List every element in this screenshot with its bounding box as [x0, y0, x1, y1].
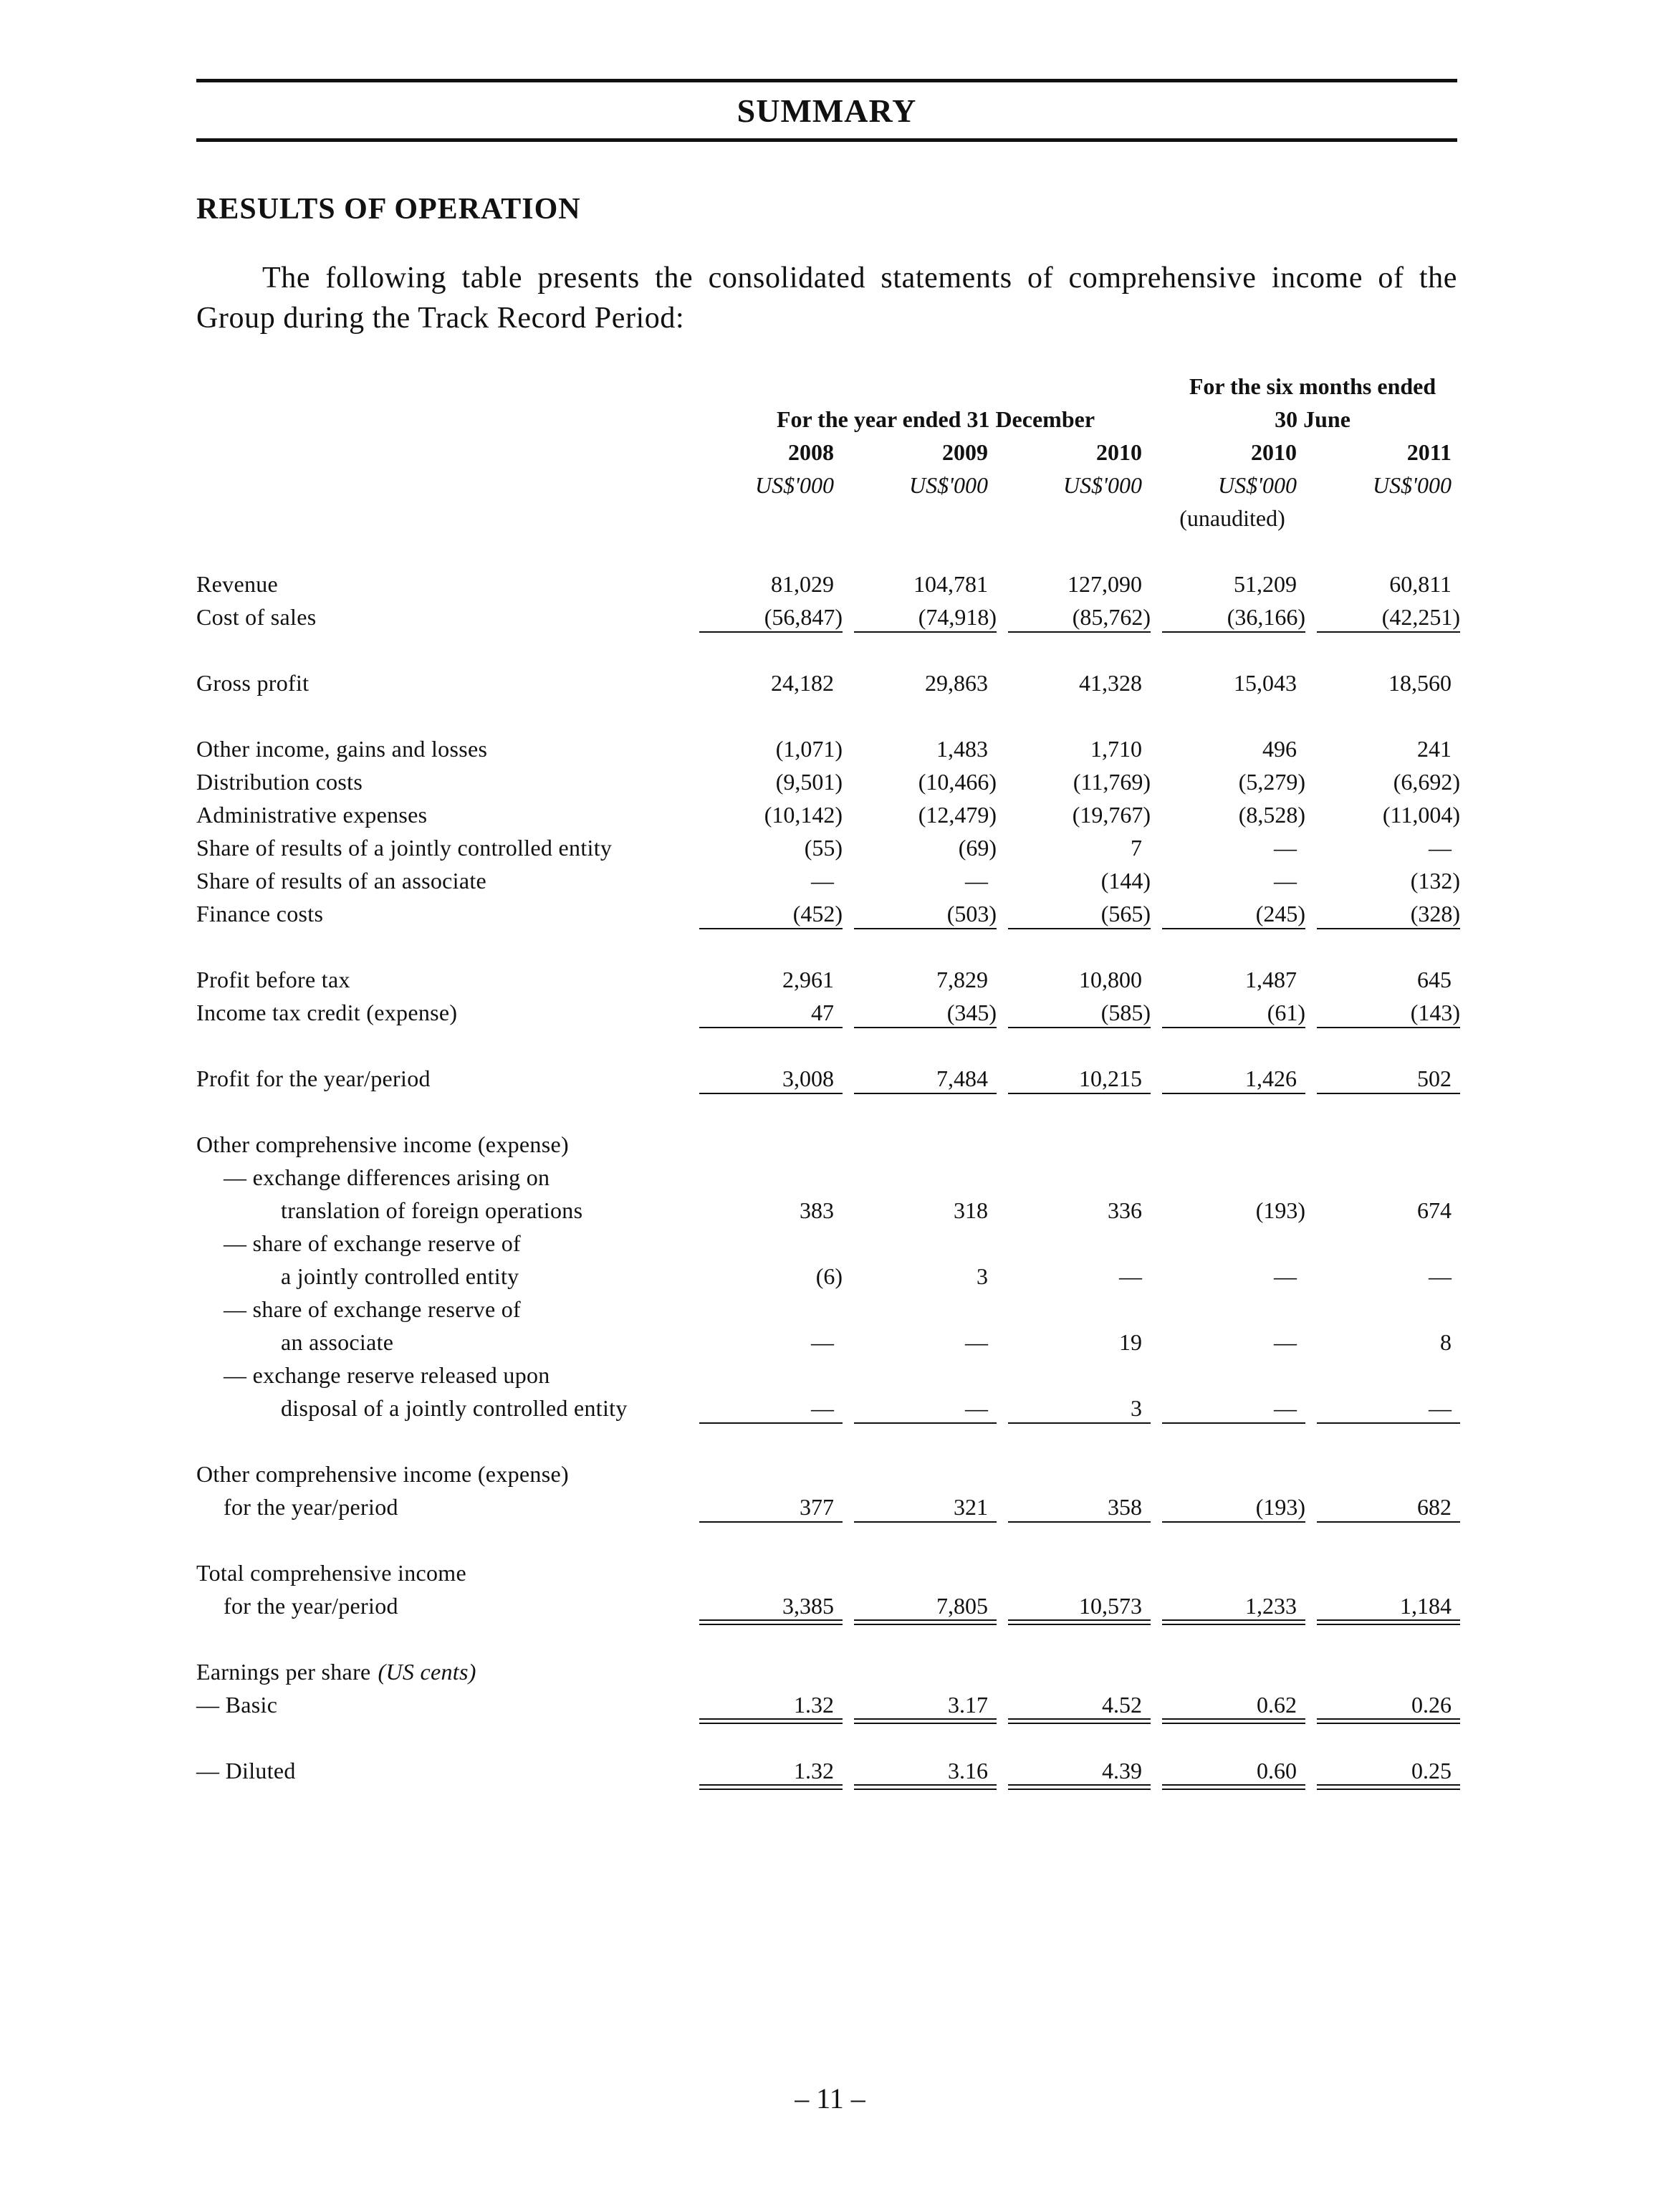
row-label-text: Distribution costs — [196, 769, 363, 795]
table-cell: 496 — [1262, 736, 1297, 762]
table-cell: 383 — [800, 1197, 834, 1223]
cell-double-underline — [1317, 1718, 1460, 1724]
table-cell: — — [1274, 1263, 1297, 1289]
column-unit-header: US$'000 — [755, 472, 834, 498]
row-label-text: an associate — [281, 1329, 394, 1355]
table-cell: (245) — [1255, 901, 1305, 927]
table-cell: 41,328 — [1079, 670, 1142, 696]
row-label-text: — Diluted — [196, 1758, 296, 1784]
row-label-text: Total comprehensive income — [196, 1560, 466, 1586]
table-cell: (328) — [1410, 901, 1460, 927]
cell-double-underline — [1008, 1619, 1151, 1625]
row-label-text: Other income, gains and losses — [196, 736, 488, 762]
cell-underline — [699, 1521, 843, 1523]
cell-double-underline — [699, 1619, 843, 1625]
table-cell: — — [1429, 835, 1452, 861]
cell-underline — [1317, 1027, 1460, 1028]
table-cell: 10,800 — [1079, 967, 1142, 992]
cell-underline — [1162, 1027, 1305, 1028]
table-cell: 336 — [1108, 1197, 1142, 1223]
table-cell: 0.60 — [1257, 1758, 1297, 1784]
row-label-text: Other comprehensive income (expense) — [196, 1131, 569, 1157]
table-cell: — — [1274, 835, 1297, 861]
row-label-text: Administrative expenses — [196, 802, 428, 828]
table-cell: — — [965, 1395, 988, 1421]
table-cell: (585) — [1100, 1000, 1151, 1025]
table-cell: (12,479) — [918, 802, 997, 828]
row-label — [196, 996, 457, 1029]
row-label-text: — share of exchange reserve of — [224, 1230, 522, 1256]
row-label-text: — exchange differences arising on — [224, 1164, 550, 1190]
cell-underline — [854, 1027, 997, 1028]
cell-double-underline — [1008, 1784, 1151, 1790]
row-label — [196, 568, 278, 600]
row-label — [224, 1359, 550, 1392]
row-label-text: Revenue — [196, 571, 279, 597]
table-cell: (56,847) — [764, 604, 843, 630]
table-cell: 7 — [1131, 835, 1142, 861]
cell-underline — [1008, 928, 1151, 929]
table-cell: 321 — [954, 1494, 988, 1520]
table-cell: 241 — [1417, 736, 1452, 762]
column-unit-header: US$'000 — [909, 472, 988, 498]
page-number: – 11 – — [795, 2082, 865, 2115]
table-cell: 3.17 — [948, 1692, 988, 1718]
table-cell: — — [1119, 1263, 1142, 1289]
table-cell: (565) — [1100, 901, 1151, 927]
table-cell: 51,209 — [1234, 571, 1297, 597]
cell-double-underline — [699, 1784, 843, 1790]
table-cell: 318 — [954, 1197, 988, 1223]
intro-paragraph: The following table presents the consolidated statements of comprehensive income of the Group during the Track Record Period: — [196, 262, 1457, 335]
table-cell: 1,487 — [1245, 967, 1297, 992]
table-cell: 24,182 — [771, 670, 834, 696]
table-cell: 127,090 — [1068, 571, 1142, 597]
cell-underline — [1162, 1093, 1305, 1094]
cell-underline — [854, 1093, 997, 1094]
row-label — [196, 831, 612, 864]
table-cell: (11,769) — [1073, 769, 1151, 795]
table-cell: 8 — [1440, 1329, 1452, 1355]
table-cell: (61) — [1267, 1000, 1305, 1025]
cell-double-underline — [854, 1619, 997, 1625]
row-label — [196, 864, 486, 897]
cell-underline — [1008, 1521, 1151, 1523]
row-label-text: Earnings per share — [196, 1659, 371, 1685]
cell-underline — [699, 1027, 843, 1028]
row-label — [196, 897, 323, 930]
table-cell: 7,484 — [936, 1066, 988, 1091]
table-cell: 10,573 — [1079, 1593, 1142, 1619]
table-cell: (42,251) — [1381, 604, 1460, 630]
cell-underline — [1317, 1521, 1460, 1523]
row-label-text: translation of foreign operations — [281, 1197, 583, 1223]
cell-underline — [1162, 928, 1305, 929]
table-cell: 1,184 — [1400, 1593, 1452, 1619]
table-cell: 1,233 — [1245, 1593, 1297, 1619]
cell-underline — [1008, 631, 1151, 633]
row-label-text: Income tax credit (expense) — [196, 1000, 458, 1025]
unaudited-note: (unaudited) — [1179, 505, 1285, 531]
column-unit-header: US$'000 — [1373, 472, 1452, 498]
column-unit-header: US$'000 — [1218, 472, 1297, 498]
row-label — [196, 1128, 569, 1161]
table-cell: (6) — [815, 1263, 843, 1289]
row-label — [281, 1260, 519, 1293]
cell-double-underline — [1162, 1718, 1305, 1724]
column-year-header: 2008 — [788, 439, 834, 465]
cell-underline — [699, 1093, 843, 1094]
row-label — [196, 963, 350, 996]
row-label-unit: (US cents) — [378, 1659, 476, 1685]
cell-double-underline — [1317, 1784, 1460, 1790]
cell-underline — [854, 1422, 997, 1424]
table-cell: 3.16 — [948, 1758, 988, 1784]
row-label — [196, 600, 316, 633]
row-label-text: Other comprehensive income (expense) — [196, 1461, 569, 1487]
table-cell: 377 — [800, 1494, 834, 1520]
table-cell: 3 — [1131, 1395, 1142, 1421]
page-header-title: SUMMARY — [737, 92, 917, 129]
column-year-header: 2010 — [1251, 439, 1297, 465]
cell-underline — [1317, 1093, 1460, 1094]
group-header-six-months-line1: For the six months ended — [1189, 373, 1436, 399]
row-label — [196, 1688, 277, 1721]
table-cell: 18,560 — [1388, 670, 1452, 696]
row-label-text: a jointly controlled entity — [281, 1263, 519, 1289]
table-cell: (193) — [1255, 1197, 1305, 1223]
row-label-text: — share of exchange reserve of — [224, 1296, 522, 1322]
table-cell: (10,466) — [918, 769, 997, 795]
table-cell: 7,805 — [936, 1593, 988, 1619]
table-cell: 1,483 — [936, 736, 988, 762]
table-cell: — — [811, 1329, 834, 1355]
table-cell: — — [1429, 1263, 1452, 1289]
cell-double-underline — [1317, 1619, 1460, 1625]
table-cell: (55) — [804, 835, 843, 861]
header-rule-bottom — [196, 138, 1457, 142]
table-cell: 645 — [1417, 967, 1452, 992]
table-cell: (8,528) — [1238, 802, 1305, 828]
cell-double-underline — [854, 1784, 997, 1790]
table-cell: 1,710 — [1090, 736, 1142, 762]
table-cell: (5,279) — [1238, 769, 1305, 795]
cell-double-underline — [699, 1718, 843, 1724]
cell-double-underline — [1008, 1718, 1151, 1724]
row-label — [281, 1392, 628, 1425]
cell-double-underline — [1162, 1784, 1305, 1790]
table-cell: (69) — [958, 835, 997, 861]
row-label-text: Share of results of an associate — [196, 868, 487, 894]
table-cell: (345) — [946, 1000, 997, 1025]
table-cell: — — [1274, 1395, 1297, 1421]
row-label — [224, 1589, 398, 1622]
table-cell: 15,043 — [1234, 670, 1297, 696]
row-label — [196, 1556, 466, 1589]
row-label — [196, 666, 309, 699]
table-cell: (1,071) — [775, 736, 843, 762]
row-label-text: Cost of sales — [196, 604, 317, 630]
cell-underline — [1317, 928, 1460, 929]
cell-underline — [854, 928, 997, 929]
section-heading: RESULTS OF OPERATION — [196, 193, 581, 226]
table-cell: 674 — [1417, 1197, 1452, 1223]
cell-double-underline — [1162, 1619, 1305, 1625]
cell-underline — [1162, 1521, 1305, 1523]
cell-underline — [854, 1521, 997, 1523]
table-cell: (10,142) — [764, 802, 843, 828]
row-label-text: for the year/period — [224, 1494, 398, 1520]
cell-underline — [1008, 1093, 1151, 1094]
cell-underline — [1008, 1027, 1151, 1028]
table-cell: — — [1429, 1395, 1452, 1421]
cell-underline — [1317, 1422, 1460, 1424]
table-cell: 19 — [1119, 1329, 1142, 1355]
row-label — [196, 1754, 296, 1787]
table-cell: (144) — [1100, 868, 1151, 894]
cell-underline — [854, 631, 997, 633]
table-cell: 3 — [977, 1263, 988, 1289]
cell-underline — [699, 928, 843, 929]
table-cell: 10,215 — [1079, 1066, 1142, 1091]
column-year-header: 2011 — [1406, 439, 1452, 465]
cell-underline — [1317, 631, 1460, 633]
table-cell: 60,811 — [1389, 571, 1452, 597]
row-label — [224, 1227, 521, 1260]
table-cell: (143) — [1410, 1000, 1460, 1025]
cell-underline — [699, 631, 843, 633]
table-cell: — — [965, 1329, 988, 1355]
row-label-text: for the year/period — [224, 1593, 398, 1619]
table-cell: 81,029 — [771, 571, 834, 597]
table-cell: (74,918) — [918, 604, 997, 630]
table-cell: 0.26 — [1411, 1692, 1452, 1718]
row-label-text: Share of results of a jointly controlled entity — [196, 835, 613, 861]
table-cell: (85,762) — [1072, 604, 1151, 630]
table-cell: 47 — [811, 1000, 834, 1025]
group-header-six-months-line2: 30 June — [1275, 406, 1350, 432]
table-cell: 3,008 — [782, 1066, 834, 1091]
table-cell: (19,767) — [1072, 802, 1151, 828]
column-year-header: 2009 — [942, 439, 988, 465]
table-cell: (11,004) — [1382, 802, 1460, 828]
cell-underline — [1162, 631, 1305, 633]
row-label — [281, 1326, 393, 1359]
table-cell: 7,829 — [936, 967, 988, 992]
group-header-year-ended: For the year ended 31 December — [776, 406, 1095, 432]
row-label — [281, 1194, 582, 1227]
column-unit-header: US$'000 — [1063, 472, 1142, 498]
table-cell: (452) — [792, 901, 843, 927]
table-cell: 29,863 — [925, 670, 988, 696]
table-cell: (503) — [946, 901, 997, 927]
table-cell: 358 — [1108, 1494, 1142, 1520]
row-label-text: — exchange reserve released upon — [224, 1362, 550, 1388]
table-cell: 502 — [1417, 1066, 1452, 1091]
table-cell: (132) — [1410, 868, 1460, 894]
row-label — [196, 798, 427, 831]
row-label — [196, 1062, 431, 1095]
table-cell: 682 — [1417, 1494, 1452, 1520]
cell-underline — [1162, 1422, 1305, 1424]
row-label — [196, 732, 487, 765]
header-rule-top — [196, 79, 1457, 82]
row-label-text: — Basic — [196, 1692, 278, 1718]
table-cell: — — [811, 868, 834, 894]
table-cell: (9,501) — [775, 769, 843, 795]
row-label — [224, 1293, 521, 1326]
row-label-text: Profit for the year/period — [196, 1066, 431, 1091]
row-label-text: Gross profit — [196, 670, 310, 696]
table-cell: (6,692) — [1393, 769, 1460, 795]
table-cell: 1,426 — [1245, 1066, 1297, 1091]
table-cell: (193) — [1255, 1494, 1305, 1520]
row-label — [196, 765, 363, 798]
table-cell: 0.25 — [1411, 1758, 1452, 1784]
table-cell: — — [811, 1395, 834, 1421]
table-cell: 1.32 — [794, 1758, 834, 1784]
table-cell: 2,961 — [782, 967, 834, 992]
table-cell: 1.32 — [794, 1692, 834, 1718]
cell-underline — [1008, 1422, 1151, 1424]
row-label — [196, 1655, 476, 1688]
table-cell: (36,166) — [1227, 604, 1305, 630]
table-cell: — — [1274, 868, 1297, 894]
cell-underline — [699, 1422, 843, 1424]
table-cell: 0.62 — [1257, 1692, 1297, 1718]
row-label — [224, 1490, 398, 1523]
row-label-text: disposal of a jointly controlled entity — [281, 1395, 628, 1421]
row-label — [224, 1161, 550, 1194]
table-cell: 4.52 — [1102, 1692, 1142, 1718]
row-label-text: Finance costs — [196, 901, 324, 927]
row-label-text: Profit before tax — [196, 967, 350, 992]
table-cell: — — [1274, 1329, 1297, 1355]
table-cell: — — [965, 868, 988, 894]
cell-double-underline — [854, 1718, 997, 1724]
table-cell: 104,781 — [913, 571, 988, 597]
table-cell: 3,385 — [782, 1593, 834, 1619]
column-year-header: 2010 — [1096, 439, 1142, 465]
table-cell: 4.39 — [1102, 1758, 1142, 1784]
row-label — [196, 1457, 569, 1490]
